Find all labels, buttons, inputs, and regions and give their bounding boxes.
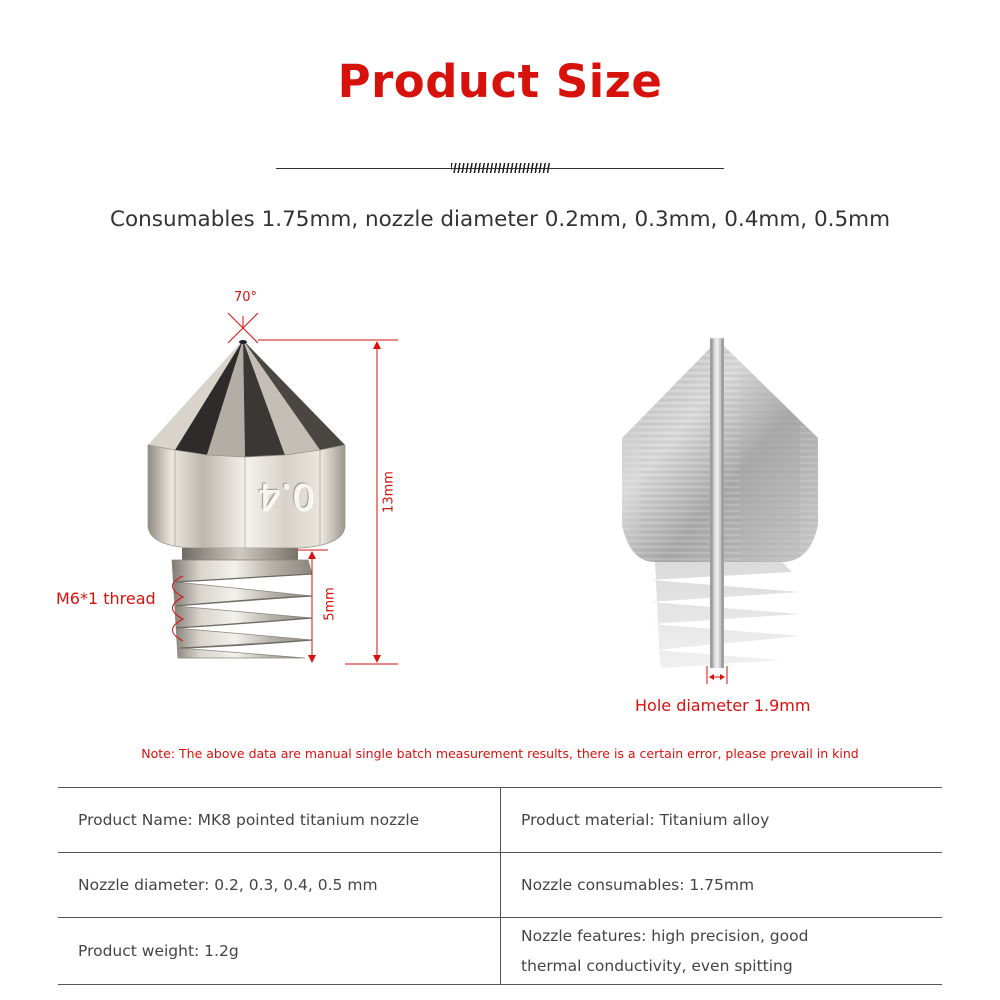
spec-product-weight: Product weight: 1.2g: [58, 918, 501, 985]
spec-product-name: Product Name: MK8 pointed titanium nozzle: [58, 788, 501, 853]
spec-table: [58, 787, 942, 985]
hole-diameter-label: Hole diameter 1.9mm: [635, 696, 811, 715]
subtitle: Consumables 1.75mm, nozzle diameter 0.2mm, 0.3mm, 0.4mm, 0.5mm: [109, 207, 891, 232]
nozzle-size-marking: 0.4: [257, 475, 315, 516]
measurement-note: Note: The above data are manual single batch measurement results, there is a certain error, please prevail in kind: [141, 746, 859, 761]
thread-label: M6*1 thread: [56, 589, 156, 608]
height-dimension-label: 13mm: [381, 471, 397, 513]
spec-nozzle-consumables: Nozzle consumables: 1.75mm: [501, 853, 943, 918]
spec-nozzle-features-line2: thermal conductivity, even spitting: [521, 957, 793, 975]
spec-row: [58, 918, 942, 985]
spec-row: [58, 788, 942, 853]
spec-nozzle-features-line1: Nozzle features: high precision, good: [521, 927, 809, 945]
spec-row: [58, 853, 942, 918]
spec-nozzle-diameter: Nozzle diameter: 0.2, 0.3, 0.4, 0.5 mm: [58, 853, 501, 918]
spec-product-material: Product material: Titanium alloy: [501, 788, 943, 853]
angle-label: 70°: [234, 290, 258, 305]
spec-nozzle-features: [501, 918, 943, 985]
thread-height-label: 5mm: [322, 587, 338, 621]
page-title: Product Size: [337, 55, 663, 108]
